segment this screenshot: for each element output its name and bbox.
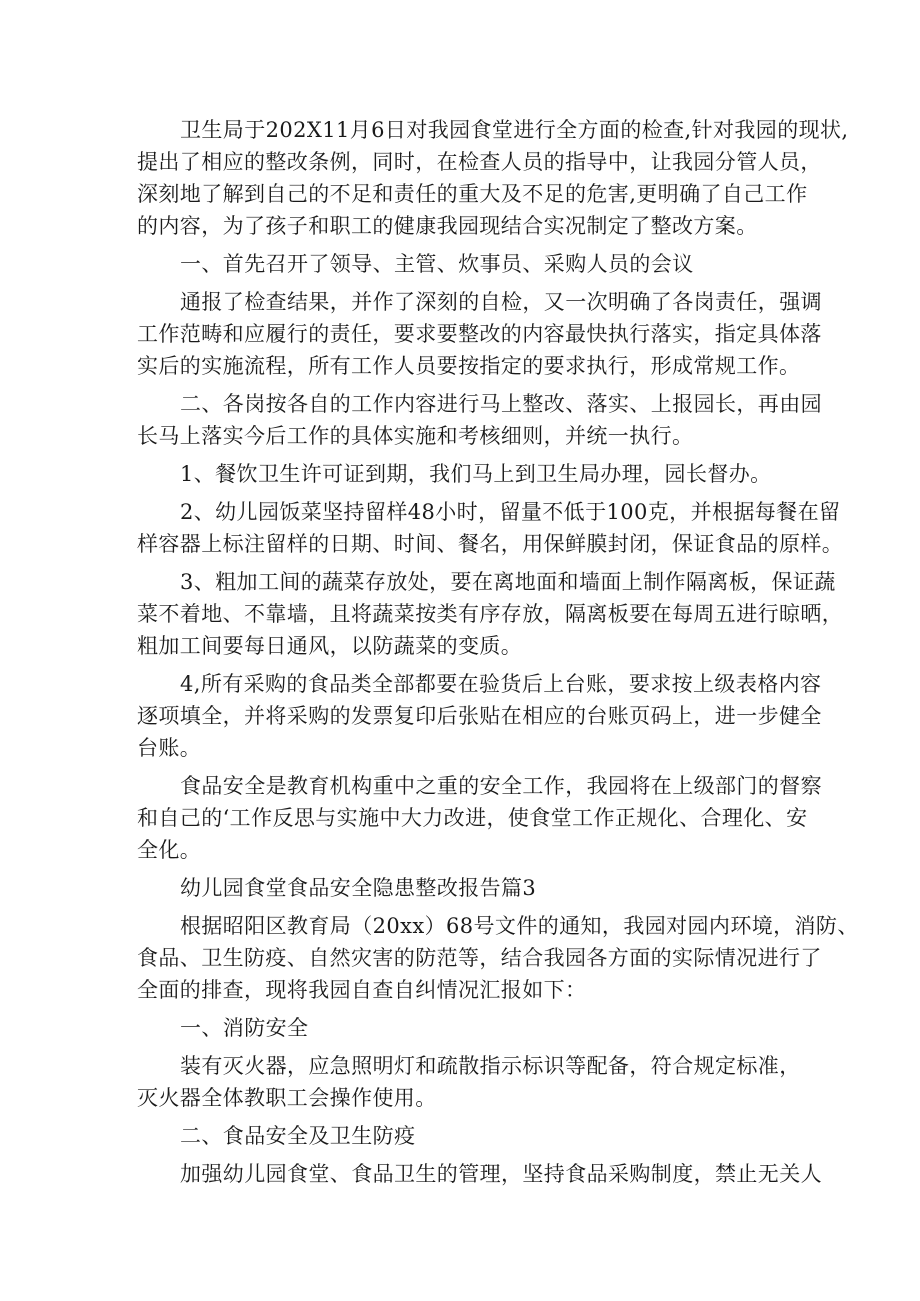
text-line: 全面的排查，现将我园自查自纠情况汇报如下： xyxy=(137,978,587,1002)
text-line: 食品、卫生防疫、自然灾害的防范等，结合我园各方面的实际情况进行了 xyxy=(137,946,822,970)
text-line: 实后的实施流程，所有工作人员要按指定的要求执行，形成常规工作。 xyxy=(137,354,801,378)
section-heading: 二、食品安全及卫生防疫 xyxy=(180,1124,416,1148)
text-line: 灭火器全体教职工会操作使用。 xyxy=(137,1086,437,1110)
text-line: 根据昭阳区教育局（20xx）68号文件的通知，我园对园内环境，消防、 xyxy=(180,914,859,938)
section-heading: 一、首先召开了领导、主管、炊事员、采购人员的会议 xyxy=(180,252,694,276)
list-item: 4,所有采购的食品类全部都要在验货后上台账，要求按上级表格内容 xyxy=(180,672,822,696)
section-title: 幼儿园食堂食品安全隐患整改报告篇3 xyxy=(180,876,537,900)
text-line: 和自己的‘工作反思与实施中大力改进，使食堂工作正规化、合理化、安 xyxy=(137,806,808,830)
text-line: 台账。 xyxy=(137,736,202,760)
text-line: 样容器上标注留样的日期、时间、餐名，用保鲜膜封闭，保证食品的原样。 xyxy=(137,532,844,556)
text-line: 全化。 xyxy=(137,838,202,862)
text-line: 食品安全是教育机构重中之重的安全工作，我园将在上级部门的督察 xyxy=(180,774,822,798)
text-line: 粗加工间要每日通风，以防蔬菜的变质。 xyxy=(137,634,523,658)
text-line: 通报了检查结果，并作了深刻的自检，又一次明确了各岗责任，强调 xyxy=(180,290,822,314)
list-item: 3、粗加工间的蔬菜存放处，要在离地面和墙面上制作隔离板，保证蔬 xyxy=(180,570,836,594)
text-line: 工作范畴和应履行的责任，要求要整改的内容最快执行落实，指定具体落 xyxy=(137,322,822,346)
text-line: 深刻地了解到自己的不足和责任的重大及不足的危害,更明确了自己工作 xyxy=(137,182,808,206)
text-line: 提出了相应的整改条例，同时，在检查人员的指导中，让我园分管人员， xyxy=(137,150,822,174)
text-line: 逐项填全，并将采购的发票复印后张贴在相应的台账页码上，进一步健全 xyxy=(137,704,822,728)
list-item: 2、幼儿园饭菜坚持留样48小时，留量不低于100克，并根据每餐在留 xyxy=(180,500,841,524)
list-item: 1、餐饮卫生许可证到期，我们马上到卫生局办理，园长督办。 xyxy=(180,462,772,486)
text-line: 二、各岗按各自的工作内容进行马上整改、落实、上报园长，再由园 xyxy=(180,392,822,416)
text-line: 加强幼儿园食堂、食品卫生的管理，坚持食品采购制度，禁止无关人 xyxy=(180,1162,822,1186)
section-heading: 一、消防安全 xyxy=(180,1016,309,1040)
text-line: 装有灭火器，应急照明灯和疏散指示标识等配备，符合规定标准， xyxy=(180,1054,801,1078)
text-line: 的内容，为了孩子和职工的健康我园现结合实况制定了整改方案。 xyxy=(137,214,758,238)
text-line: 卫生局于202X11月6日对我园食堂进行全方面的检查,针对我园的现状, xyxy=(180,118,849,142)
text-line: 菜不着地、不靠墙，且将蔬菜按类有序存放，隔离板要在每周五进行晾晒， xyxy=(137,602,844,626)
text-line: 长马上落实今后工作的具体实施和考核细则，并统一执行。 xyxy=(137,424,694,448)
